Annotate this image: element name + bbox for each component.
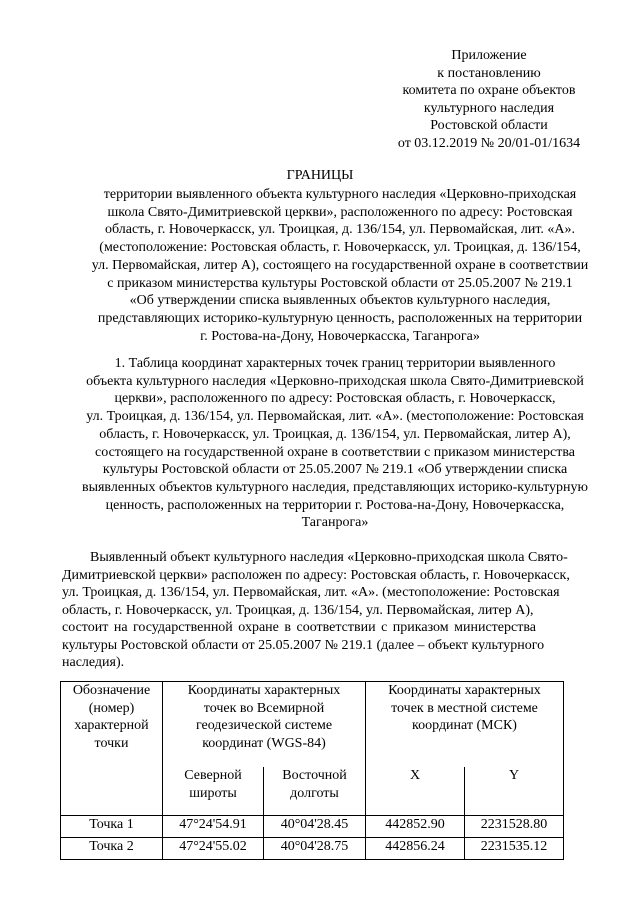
cell-point: Точка 2 — [61, 838, 163, 860]
appendix-line: от 03.12.2019 № 20/01-01/1634 — [397, 135, 581, 151]
paragraph-line: состоит на государственной охране в соответствии с приказом министерства — [62, 620, 536, 635]
cell-point: Точка 1 — [61, 816, 163, 838]
section-line: 1. Таблица координат характерных точек границ территории выявленного — [114, 356, 556, 371]
cell-lat: 47°24'54.91 — [163, 816, 264, 838]
section-line: культуры Ростовской области от 25.05.2007 № 219.1 «Об утверждении списка — [102, 462, 568, 478]
section-heading — [55, 355, 615, 532]
paragraph-line: ул. Троицкая, д. 136/154, ул. Первомайская, лит. «А». (местоположение: Ростовская — [62, 585, 560, 600]
document-heading — [60, 186, 620, 345]
heading-line: с приказом министерства культуры Ростовской области от 25.05.2007 № 219.1 — [107, 275, 573, 291]
appendix-block — [389, 47, 589, 153]
appendix-line: Ростовской области — [430, 118, 548, 134]
section-line: выявленных объектов культурного наследия, представляющих историко-культурную — [81, 479, 589, 495]
section-line: церкви», расположенного по адресу: Ростовская область, г. Новочеркасск, — [114, 391, 556, 407]
cell-x: 442852.90 — [366, 816, 465, 838]
heading-line: (местоположение: Ростовская область, г. Новочеркасск, ул. Троицкая, д. 136/154, — [99, 240, 581, 256]
cell-x: 442856.24 — [366, 838, 465, 860]
cell-y: 2231535.12 — [465, 838, 564, 860]
header-wgs: Координаты характерных точек во Всемирной геодезической системе координат (WGS-84) — [163, 682, 366, 768]
paragraph-line: область, г. Новочеркасск, ул. Троицкая, д. 136/154, ул. Первомайская, литер А), — [62, 602, 534, 618]
cell-lon: 40°04'28.75 — [264, 838, 366, 860]
table-header-row — [61, 682, 564, 768]
coordinates-table — [60, 681, 564, 860]
heading-line: представляющих историко-культурную ценность, расположенных на территории — [97, 310, 583, 326]
heading-line: территории выявленного объекта культурного наследия «Церковно-приходская — [103, 187, 577, 202]
paragraph-line: Димитриевской церкви» расположен по адресу: Ростовская область, г. Новочеркасск, — [62, 567, 570, 583]
paragraph-line: Выявленный объект культурного наследия «Церковно-приходская школа Свято- — [90, 550, 568, 565]
heading-line: «Об утверждении списка выявленных объектов культурного наследия, — [129, 293, 551, 309]
subheader-y: Y — [465, 767, 564, 816]
document-title: ГРАНИЦЫ — [286, 168, 354, 183]
cell-lon: 40°04'28.45 — [264, 816, 366, 838]
header-point: Обозначение (номер) характерной точки — [61, 682, 163, 816]
table-row — [61, 816, 564, 838]
subheader-lon: Восточной долготы — [264, 767, 366, 816]
cell-lat: 47°24'55.02 — [163, 838, 264, 860]
heading-line: школа Свято-Димитриевской церкви», расположенного по адресу: Ростовская — [107, 204, 573, 220]
paragraph-line: культуры Ростовской области от 25.05.2007 № 219.1 (далее – объект культурного — [62, 637, 545, 653]
subheader-x: X — [366, 767, 465, 816]
heading-line: г. Ростова-на-Дону, Новочеркасска, Таганрога» — [200, 328, 480, 344]
heading-line: ул. Первомайская, литер А), состоящего на государственной охране в соответствии — [91, 257, 589, 273]
section-line: объекта культурного наследия «Церковно-приходская школа Свято-Димитриевской — [86, 373, 584, 389]
appendix-line: комитета по охране объектов — [402, 83, 576, 99]
subheader-lat: Северной широты — [163, 767, 264, 816]
body-paragraph — [62, 549, 612, 672]
header-msk: Координаты характерных точек в местной системе координат (МСК) — [366, 682, 564, 768]
heading-line: область, г. Новочеркасск, ул. Троицкая, д. 136/154, ул. Первомайская, лит. «А». — [104, 222, 576, 238]
section-line: ул. Троицкая, д. 136/154, ул. Первомайская, лит. «А». (местоположение: Ростовская — [86, 409, 584, 425]
section-line: состоящего на государственной охране в соответствии с приказом министерства — [95, 444, 575, 460]
appendix-line: культурного наследия — [423, 100, 555, 116]
appendix-line: Приложение — [451, 48, 527, 63]
appendix-line: к постановлению — [437, 65, 541, 81]
section-line: Таганрога» — [301, 515, 369, 531]
section-line: область, г. Новочеркасск, ул. Троицкая, д. 136/154, ул. Первомайская, литер А), — [99, 426, 571, 442]
cell-y: 2231528.80 — [465, 816, 564, 838]
section-line: ценность, расположенных на территории г. Ростова-на-Дону, Новочеркасска, — [105, 497, 565, 513]
table-row — [61, 838, 564, 860]
paragraph-line: наследия). — [62, 655, 125, 670]
